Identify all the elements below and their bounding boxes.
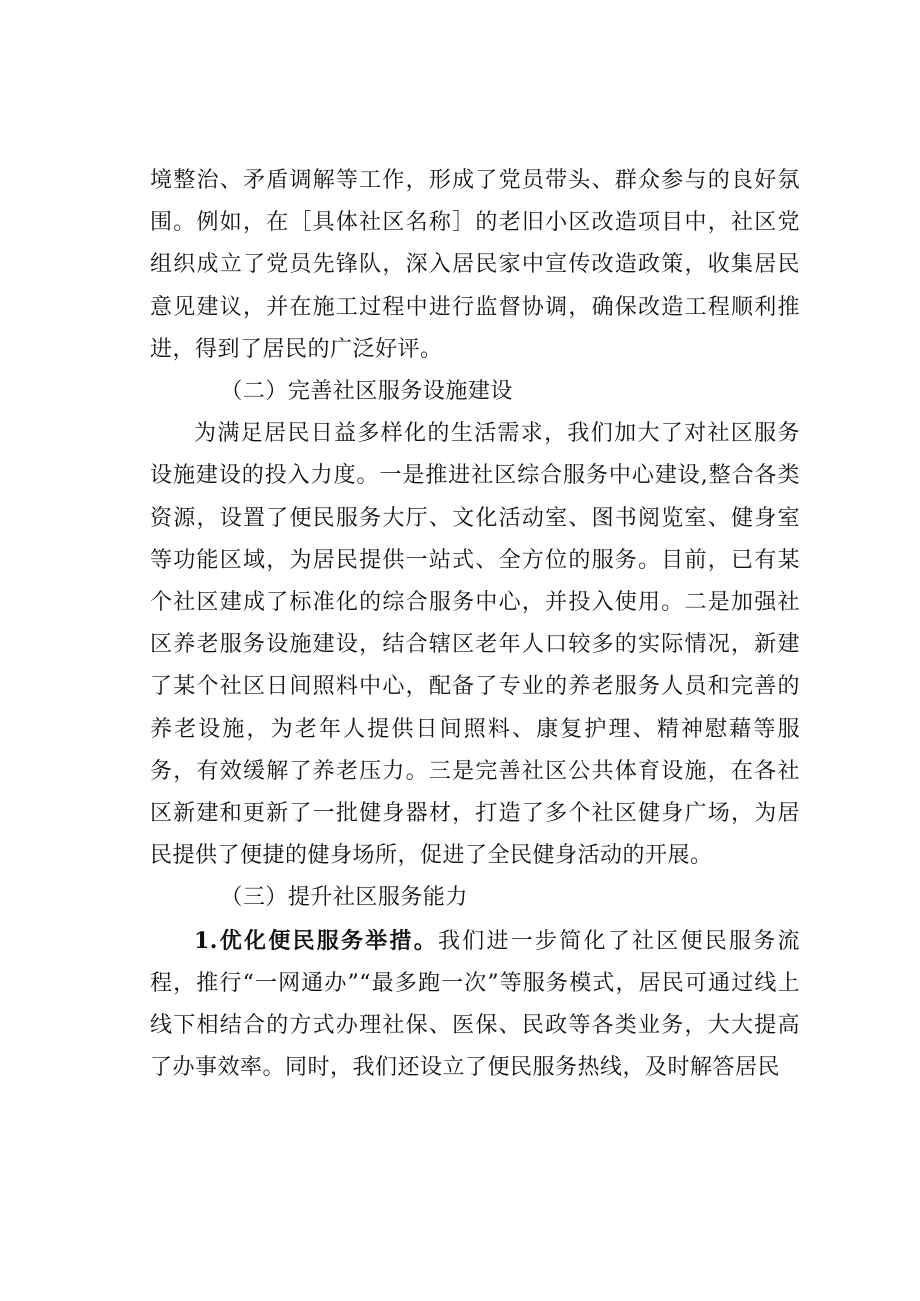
paragraph-facilities: 为满足居民日益多样化的生活需求，我们加大了对社区服务设施建设的投入力度。一是推进社区综合服务中心建设,整合各类资源，设置了便民服务大厅、文化活动室、图书阅览室、健身室等功能区域，为居民提供一站式、全方位的服务。目前，已有某个社区建成了标准化的综合服务中心，并投入使用。二是加强社区养老服务设施建设，结合辖区老年人口较多的实际情况，新建了某个社区日间照料中心，配备了专业的养老服务人员和完善的养老设施，为老年人提供日间照料、康复护理、精神慰藉等服务，有效缓解了养老压力。三是完善社区公共体育设施，在各社区新建和更新了一批健身器材，打造了多个社区健身广场，为居民提供了便捷的健身场所，促进了全民健身活动的开展。 xyxy=(150,421,800,869)
paragraph-continued: 境整治、矛盾调解等工作，形成了党员带头、群众参与的良好氛围。例如，在［具体社区名称］的老旧小区改造项目中，社区党组织成立了党员先锋队，深入居民家中宣传改造政策，收集居民意见建议，并在施工过程中进行监督协调，确保改造工程顺利推进，得到了居民的广泛好评。 xyxy=(150,168,800,362)
paragraph-item-1 xyxy=(150,920,800,1090)
section-heading-2: （二）完善社区服务设施建设 xyxy=(220,379,513,405)
document-body xyxy=(150,160,800,1089)
section-heading-3: （三）提升社区服务能力 xyxy=(220,885,468,911)
item-1-lead: 1.优化便民服务举措。 xyxy=(194,927,438,954)
item-1-body: 我们进一步简化了社区便民服务流程，推行“一网通办”“最多跑一次”等服务模式，居民可通过线上线下相结合的方式办理社保、医保、民政等各类业务，大大提高了办事效率。同时，我们还设立了便民服务热线，及时解答居民 xyxy=(150,928,800,1081)
